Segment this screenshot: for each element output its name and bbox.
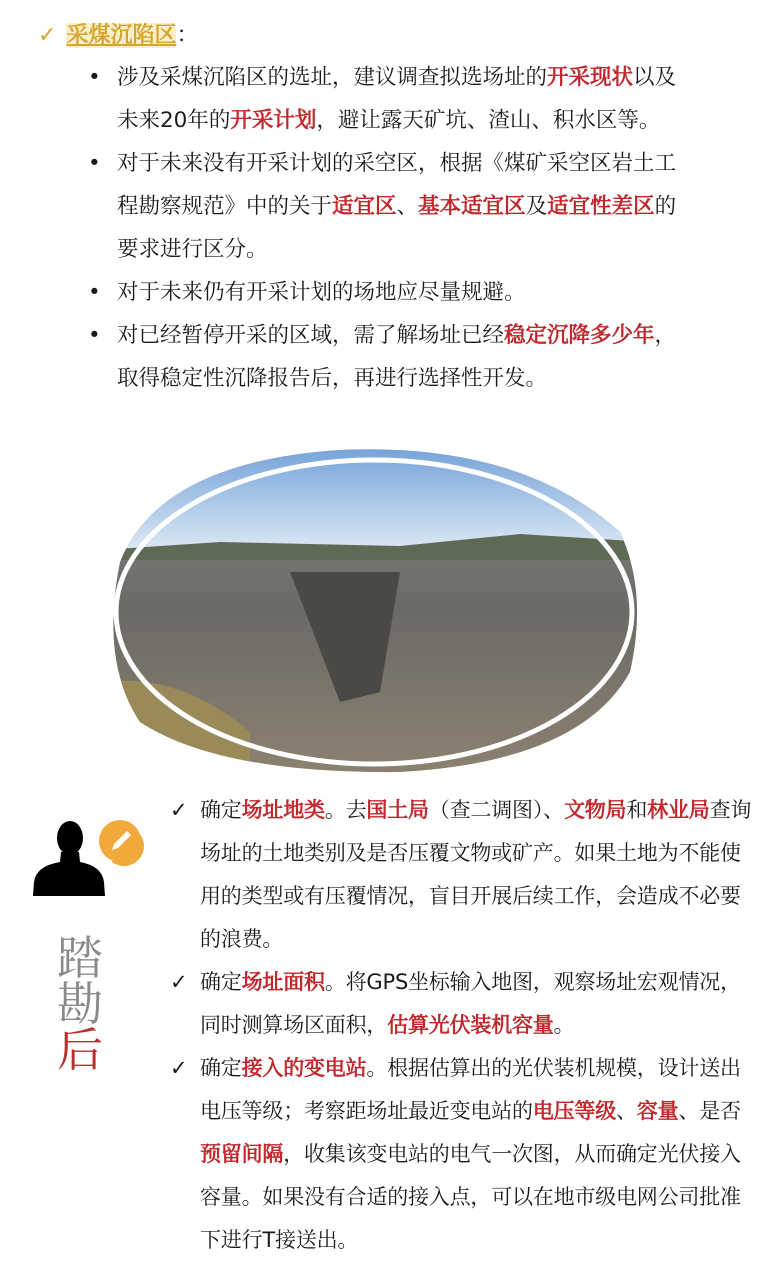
text-segment: 查询场址的土地类别及是否压覆文物或矿产。如果土地为不能使用的类型或有压覆情况，盲目开展后续工作，会造成不必要的浪费。 (200, 798, 752, 951)
text-segment: 、 (396, 194, 419, 219)
vertical-label (52, 931, 108, 1077)
vertical-char: 踏 (57, 931, 103, 985)
text-segment: 对于未来仍有开采计划的场地应尽量规避。 (117, 280, 526, 305)
highlighted-text: 开采现状 (547, 65, 634, 90)
text-segment: 的要求进行区分。 (117, 194, 677, 262)
text-segment: 、是否 (678, 1099, 741, 1123)
check-item (170, 1047, 760, 1262)
text-segment: （查二调图）、 (428, 798, 564, 822)
highlighted-text: 预留间隔 (200, 1142, 284, 1166)
check-item (170, 961, 760, 1047)
text-segment: 。将GPS坐标输入地图，观察场址宏观情况，同时测算场区面积， (200, 970, 741, 1037)
bullet-item (88, 142, 688, 271)
highlighted-text: 基本适宜区 (418, 194, 526, 219)
text-segment: 对于未来没有开采计划的采空区，根据《煤矿采空区岩土工程勘察规范》中的关于 (117, 151, 677, 219)
highlighted-text: 场址地类 (241, 798, 325, 822)
text-segment: 确定 (200, 1056, 242, 1080)
heading-title: 采煤沉陷区 (66, 23, 177, 48)
highlighted-text: 国土局 (366, 798, 429, 822)
pencil-icon (99, 820, 144, 866)
highlighted-text: 适宜区 (332, 194, 397, 219)
person-icon (28, 816, 146, 900)
text-segment: 、 (616, 1099, 637, 1123)
bullet-item (88, 56, 688, 142)
highlighted-text: 容量 (636, 1099, 679, 1123)
heading-colon: ： (176, 23, 199, 48)
highlighted-text: 电压等级 (532, 1099, 617, 1123)
text-segment: 以及未来20年的 (117, 65, 677, 133)
vertical-char: 勘 (57, 977, 103, 1031)
text-segment: ，取得稳定性沉降报告后，再进行选择性开发。 (117, 323, 677, 391)
highlighted-text: 适宜性差区 (547, 194, 655, 219)
text-segment: 确定 (200, 798, 242, 822)
bullet-item (88, 314, 688, 400)
bullet-item (88, 271, 688, 314)
highlighted-text: 稳定沉降多少年 (504, 323, 655, 348)
bullet-list (88, 56, 688, 400)
highlighted-text: 林业局 (647, 798, 710, 822)
text-segment: ，避让露天矿坑、渣山、积水区等。 (316, 108, 661, 133)
text-segment: 对已经暂停开采的区域，需了解场址已经 (117, 323, 505, 348)
text-segment: 涉及采煤沉陷区的选址，建议调查拟选场址的 (117, 65, 548, 90)
highlighted-text: 估算光伏装机容量 (387, 1013, 554, 1037)
text-segment: 确定 (200, 970, 242, 994)
text-segment: 。去 (324, 798, 367, 822)
highlighted-text: 场址面积 (241, 970, 325, 994)
text-segment: ，收集该变电站的电气一次图，从而确定光伏接入容量。如果没有合适的接入点，可以在地市级电网公司批准下进行T接送出。 (200, 1142, 741, 1252)
text-segment: 和 (626, 798, 648, 822)
text-segment: 。根据估算出的光伏装机规模，设计送出电压等级；考察距场址最近变电站的 (200, 1056, 741, 1123)
highlighted-text: 开采计划 (230, 108, 317, 133)
check-icon: ✓ (38, 23, 57, 48)
highlighted-text: 文物局 (563, 798, 627, 822)
text-segment: 。 (553, 1013, 575, 1037)
check-list (170, 789, 760, 1262)
highlighted-text: 接入的变电站 (241, 1056, 367, 1080)
text-segment: 及 (525, 194, 548, 219)
check-item (170, 789, 760, 961)
mining-pit-photo (100, 442, 648, 774)
section-heading (38, 18, 198, 49)
vertical-char: 后 (57, 1023, 103, 1077)
